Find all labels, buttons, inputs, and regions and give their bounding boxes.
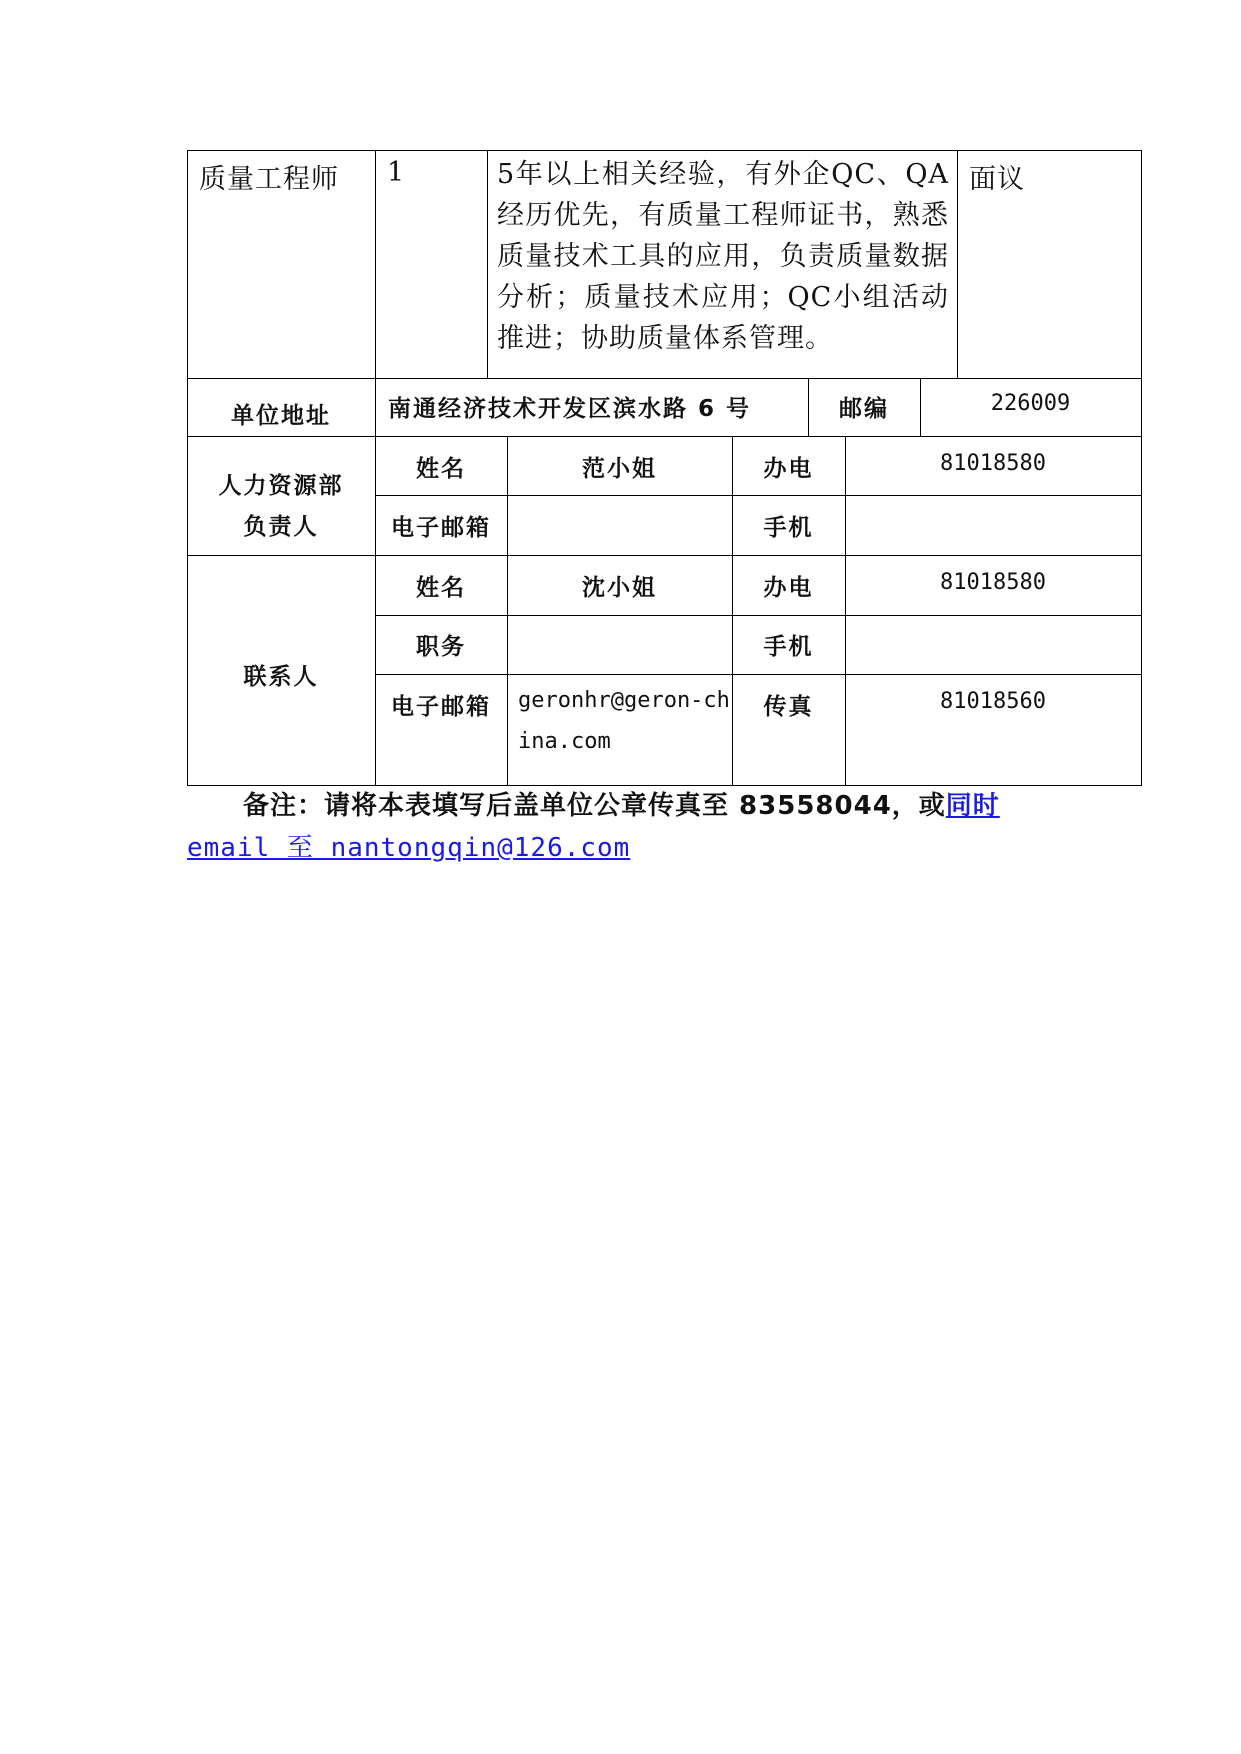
hr-email-label: 电子邮箱 <box>391 515 491 541</box>
col-divider <box>845 436 846 786</box>
contact-duty-label: 职务 <box>416 634 466 660</box>
contact-fax-value: 81018560 <box>940 689 1046 714</box>
contact-email-line2: ina.com <box>518 729 611 754</box>
hr-mobile-label: 手机 <box>763 515 814 541</box>
footnote-link-email[interactable]: email 至 nantongqin@126.com <box>187 833 631 863</box>
address-label: 单位地址 <box>231 403 331 429</box>
col-divider <box>487 150 488 379</box>
hr-head-label-line1: 人力资源部 <box>218 473 344 499</box>
job-position: 质量工程师 <box>199 164 339 195</box>
contact-email-label: 电子邮箱 <box>391 694 491 720</box>
footnote-link-part1[interactable]: 同时 <box>945 791 1000 821</box>
job-count: 1 <box>387 157 406 188</box>
contact-office-phone-value: 81018580 <box>940 570 1046 595</box>
col-divider <box>732 436 733 786</box>
job-requirements: 5年以上相关经验，有外企QC、QA经历优先，有质量工程师证书，熟悉质量技术工具的应用，负责质量数据分析；质量技术应用；QC小组活动推进；协助质量体系管理。 <box>497 159 949 354</box>
row-divider <box>187 436 1142 437</box>
row-divider <box>375 495 1142 496</box>
contact-name-label: 姓名 <box>416 575 466 601</box>
hr-name-label: 姓名 <box>416 456 466 482</box>
table-border-top <box>187 150 1142 151</box>
footnote-text: 备注：请将本表填写后盖单位公章传真至 83558044，或 <box>243 791 946 821</box>
contact-office-phone-label: 办电 <box>763 575 814 601</box>
col-divider <box>957 150 958 379</box>
hr-office-phone-value: 81018580 <box>940 451 1046 476</box>
contact-fax-label: 传真 <box>763 694 814 720</box>
row-divider <box>375 615 1142 616</box>
row-divider <box>375 674 1142 675</box>
zip-value: 226009 <box>990 391 1071 416</box>
col-divider <box>507 436 508 786</box>
row-divider <box>187 378 1142 379</box>
job-salary: 面议 <box>969 164 1025 195</box>
address-value: 南通经济技术开发区滨水路 6 号 <box>388 396 752 422</box>
hr-head-label-line2: 负责人 <box>243 514 319 540</box>
hr-office-phone-label: 办电 <box>763 456 814 482</box>
contact-email-line1: geronhr@geron-ch <box>518 688 730 713</box>
contact-name-value: 沈小姐 <box>582 575 657 601</box>
hr-name-value: 范小姐 <box>582 456 657 482</box>
footnote <box>187 785 1067 869</box>
contact-label: 联系人 <box>243 664 319 690</box>
zip-label: 邮编 <box>839 396 889 422</box>
table-border-right <box>1141 150 1142 786</box>
contact-mobile-label: 手机 <box>763 634 814 660</box>
row-divider <box>187 555 1142 556</box>
